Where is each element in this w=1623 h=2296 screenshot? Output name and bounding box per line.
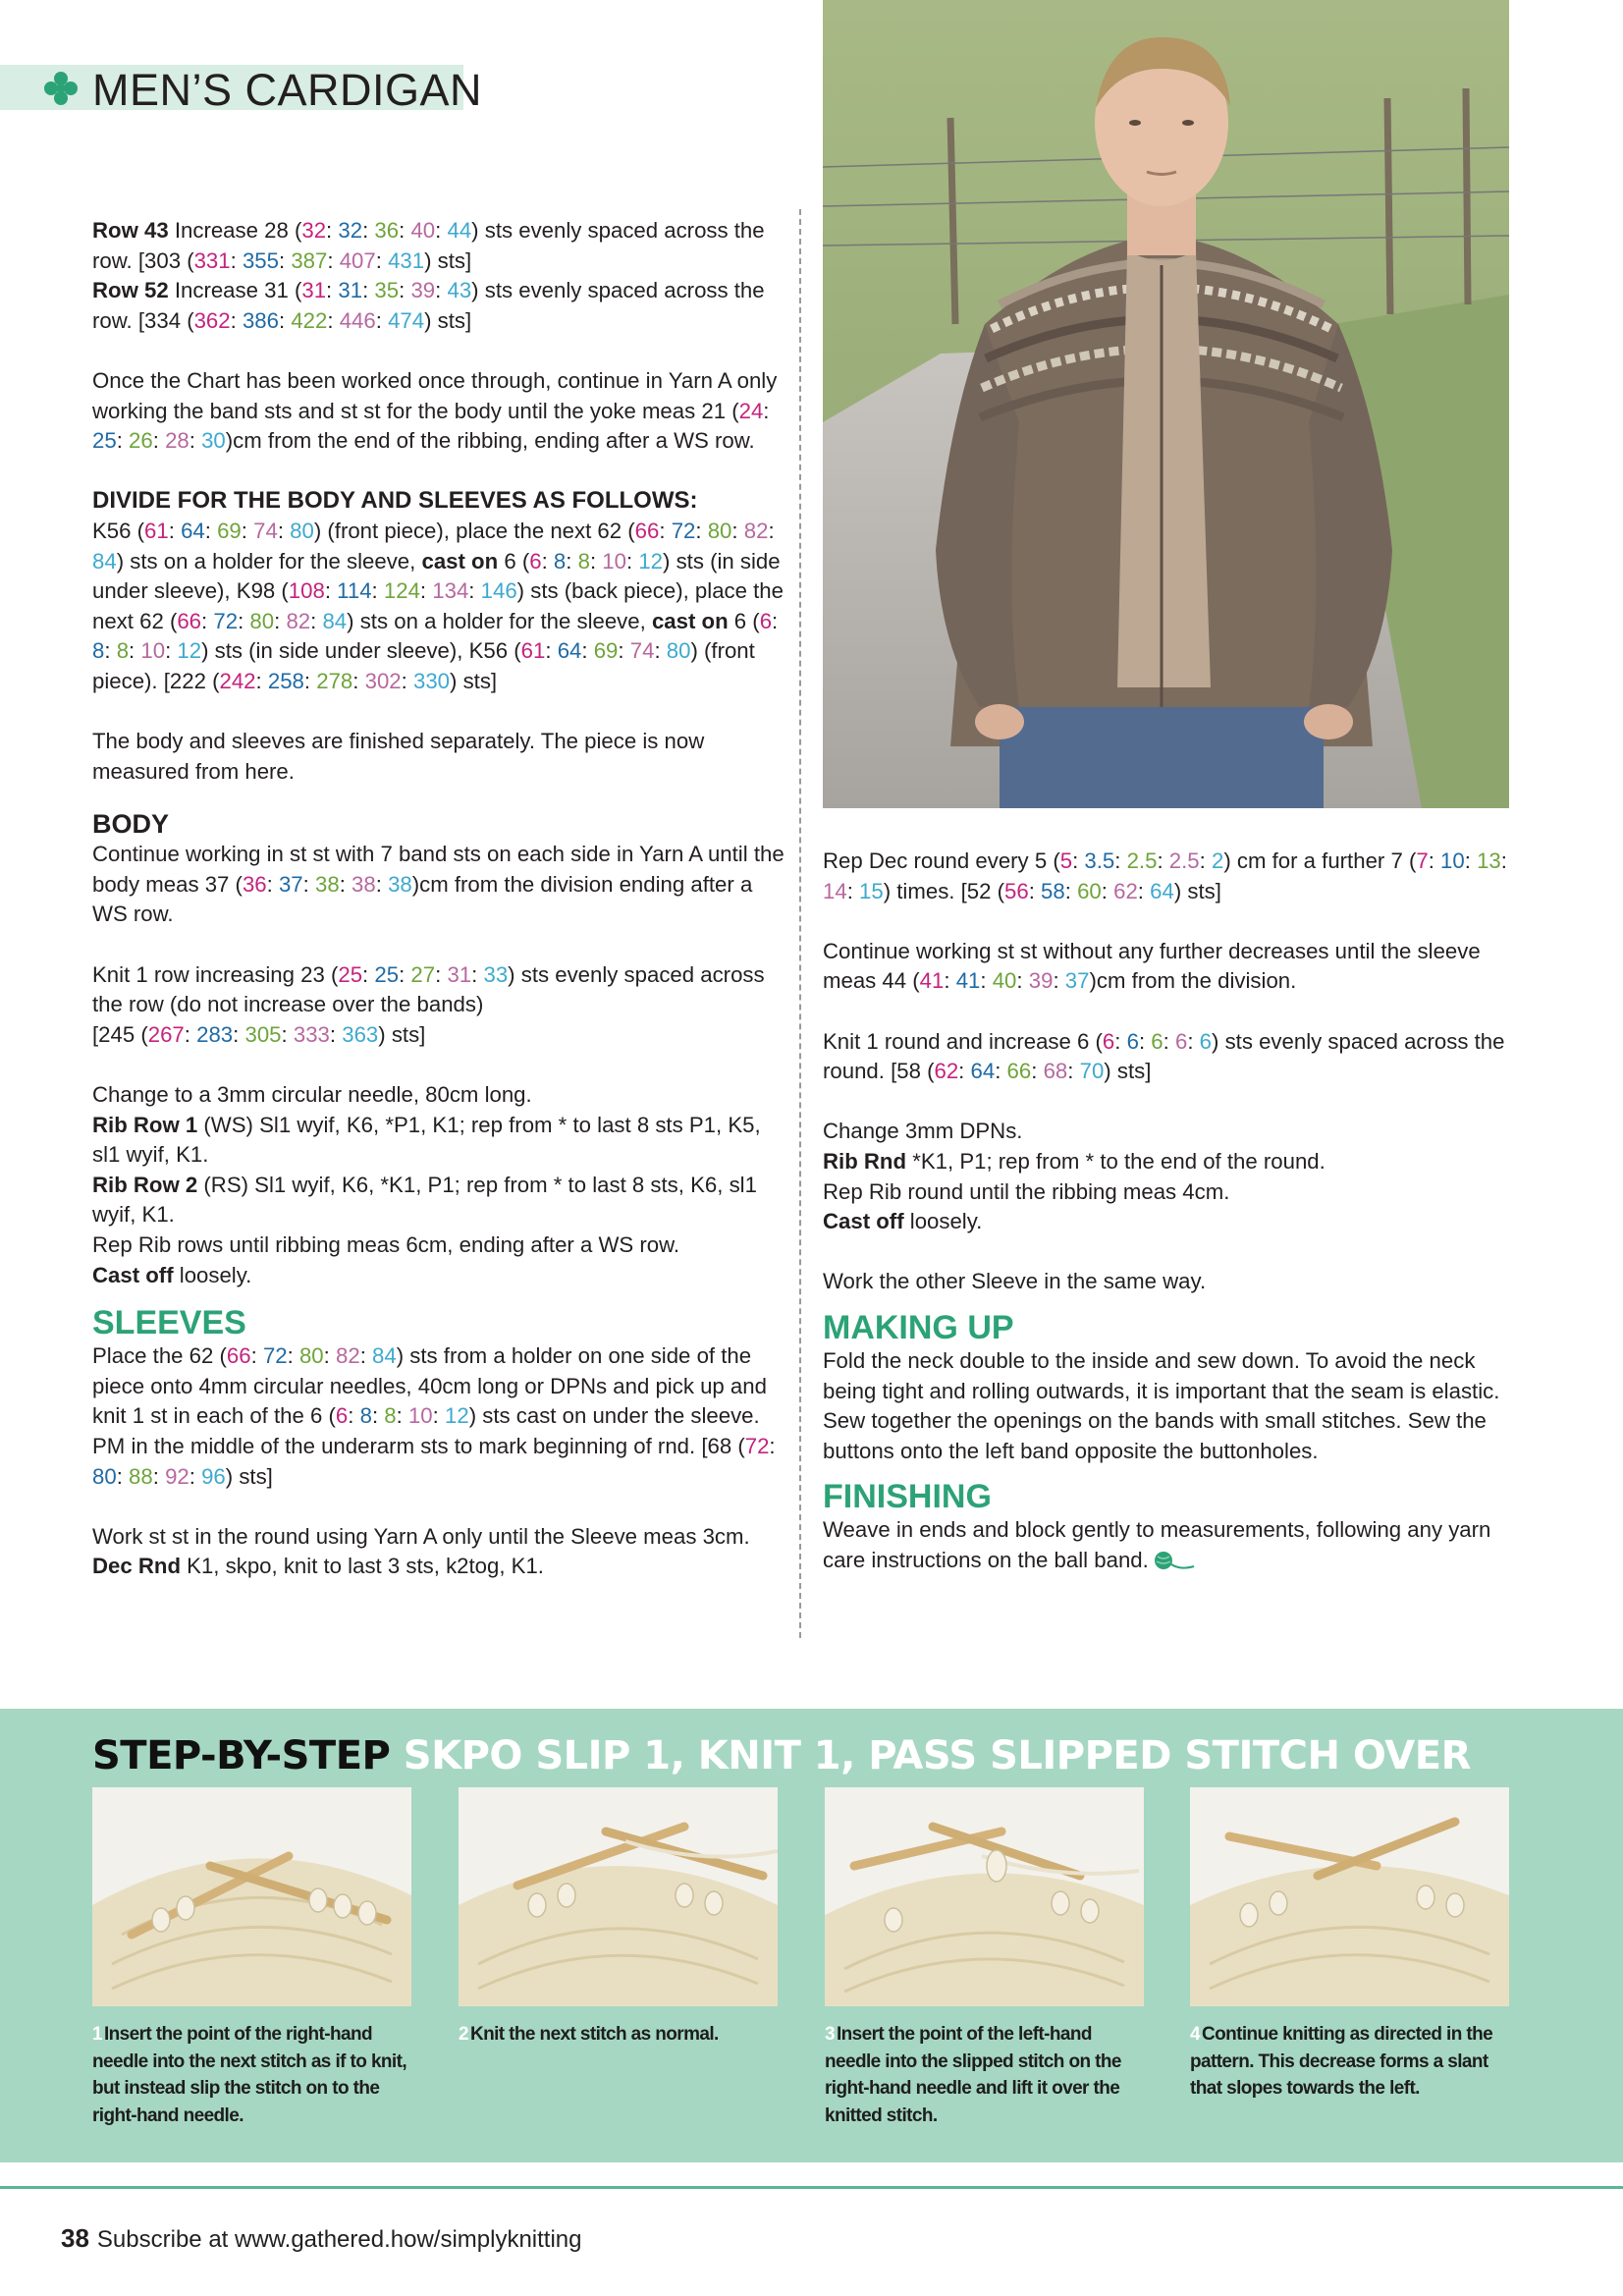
change-dpns-paragraph: Change 3mm DPNs.: [823, 1119, 1023, 1144]
making-up-paragraph: Fold the neck double to the inside and sew down. To avoid the neck being tight and rolling outwards, it is important that the seam is elastic. Sew together the openings on the bands with small stitches. Sew the buttons onto the left band opposite the buttonholes.: [823, 1347, 1500, 1463]
dec-rnd-paragraph: Dec Rnd K1, skpo, knit to last 3 sts, k2tog, K1.: [92, 1554, 544, 1579]
rep-dec-paragraph: Rep Dec round every 5 (5: 3.5: 2.5: 2.5: 2) cm for a further 7 (7: 10: 13: 14: 15) times. [52 (56: 58: 60: 62: 64) sts]: [823, 848, 1507, 903]
subscribe-link[interactable]: Subscribe at www.gathered.how/simplyknitting: [96, 2226, 582, 2253]
continue-paragraph: Continue working st st without any further decreases until the sleeve meas 44 (41: 41: 40: 39: 37)cm from the division.: [823, 938, 1481, 994]
footer-rule: [0, 2186, 1623, 2189]
right-column: [823, 847, 1510, 1575]
step-by-step-heading: [92, 1732, 1471, 1779]
step-4-text: 4 Continue knitting as directed in the pattern. This decrease forms a slant that slopes towards the left.: [1190, 2024, 1493, 2099]
rib-rnd-paragraph: Rib Rnd *K1, P1; rep from * to the end of the round.: [823, 1148, 1325, 1174]
body-paragraph-2: Knit 1 row increasing 23 (25: 25: 27: 31: 33) sts evenly spaced across the row (do not increase over the bands) [245 (267: 283: 305: 333: 363) sts]: [92, 961, 765, 1047]
page-title: MEN’S CARDIGAN: [92, 65, 483, 115]
other-sleeve-paragraph: Work the other Sleeve in the same way.: [823, 1269, 1207, 1294]
footer: [61, 2223, 582, 2255]
body-heading: BODY: [92, 809, 170, 840]
step-1-photo: [92, 1787, 411, 2006]
body-paragraph-1: Continue working in st st with 7 band sts on each side in Yarn A until the body meas 37 (36: 37: 38: 38: 38)cm from the division ending after a WS row.: [92, 842, 784, 927]
finishing-heading: FINISHING: [823, 1478, 992, 1516]
right-cast-off-paragraph: Cast off loosely.: [823, 1209, 983, 1234]
chart-paragraph: Once the Chart has been worked once through, continue in Yarn A only working the band sts and st st for the body until the yoke meas 21 (24: 25: 26: 28: 30)cm from the end of the ribbing, ending after a WS row.: [92, 367, 778, 454]
rep-rib-rnd-paragraph: Rep Rib round until the ribbing meas 4cm.: [823, 1178, 1230, 1204]
step-3-text: 3 Insert the point of the left-hand needle into the slipped stitch on the right-hand needle and lift it over the knitted stitch.: [825, 2024, 1121, 2126]
step-2-photo: [459, 1787, 778, 2006]
row-43-paragraph: Row 43 Increase 28 (32: 32: 36: 40: 44) sts evenly spaced across the row. [303 (331: 355: 387: 407: 431) sts]: [92, 218, 765, 273]
clover-icon: [41, 69, 81, 108]
page-number: 38: [61, 2223, 89, 2253]
skpo-title: SKPO SLIP 1, KNIT 1, PASS SLIPPED STITCH OVER: [403, 1733, 1471, 1778]
cast-off-paragraph: Cast off loosely.: [92, 1262, 252, 1287]
left-column: [92, 216, 785, 1582]
row-52-paragraph: Row 52 Increase 31 (31: 31: 35: 39: 43) sts evenly spaced across the row. [334 (362: 386: 422: 446: 474) sts]: [92, 278, 765, 333]
needle-paragraph: Change to a 3mm circular needle, 80cm long.: [92, 1082, 532, 1108]
yarn-ball-icon: [1153, 1550, 1196, 1571]
step-1-text: 1 Insert the point of the right-hand needle into the next stitch as if to knit, but instead slip the stitch on to the right-hand needle.: [92, 2024, 407, 2126]
step-4-photo: [1190, 1787, 1509, 2006]
column-divider: [799, 209, 801, 1638]
sleeves-paragraph-1: Place the 62 (66: 72: 80: 82: 84) sts from a holder on one side of the piece onto 4mm circular needles, 40cm long or DPNs and pick up and knit 1 st in each of the 6 (6: 8: 8: 10: 12) sts cast on under the sleeve. PM in the middle of the underarm sts to mark beginning of rnd. [68 (72: 80: 88: 92: 96) sts]: [92, 1343, 776, 1489]
finishing-paragraph: Weave in ends and block gently to measurements, following any yarn care instructions on the ball band.: [823, 1517, 1491, 1572]
divide-heading: DIVIDE FOR THE BODY AND SLEEVES AS FOLLOWS:: [92, 487, 698, 515]
divide-paragraph: K56 (61: 64: 69: 74: 80) (front piece), place the next 62 (66: 72: 80: 82: 84) sts on a holder for the sleeve, cast on 6 (6: 8: 8: 10: 12) sts (in side under sleeve), K98 (108: 114: 124: 134: 146) sts (back piece), place the next 62 (66: 72: 80: 82: 84) sts on a holder for the sleeve, cast on 6 (6: 8: 8: 10: 12) sts (in side under sleeve), K56 (61: 64: 69: 74: 80) (front piece). [222 (242: 258: 278: 302: 330) sts]: [92, 518, 784, 693]
knit-round-paragraph: Knit 1 round and increase 6 (6: 6: 6: 6: 6) sts evenly spaced across the round. [58 (62: 64: 66: 68: 70) sts]: [823, 1028, 1505, 1084]
step-by-step-label: STEP-BY-STEP: [92, 1733, 391, 1778]
rep-rib-paragraph: Rep Rib rows until ribbing meas 6cm, ending after a WS row.: [92, 1232, 680, 1257]
sleeves-paragraph-2: Work st st in the round using Yarn A only until the Sleeve meas 3cm.: [92, 1523, 750, 1549]
sleeves-heading: SLEEVES: [92, 1304, 246, 1342]
cardigan-model-photo: [823, 0, 1509, 808]
rib-row-1: Rib Row 1 (WS) Sl1 wyif, K6, *P1, K1; rep from * to last 8 sts P1, K5, sl1 wyif, K1.: [92, 1112, 761, 1168]
separate-paragraph: The body and sleeves are finished separately. The piece is now measured from here.: [92, 729, 705, 784]
rib-row-2: Rib Row 2 (RS) Sl1 wyif, K6, *K1, P1; rep from * to last 8 sts, K6, sl1 wyif, K1.: [92, 1172, 757, 1228]
step-2-text: 2 Knit the next stitch as normal.: [459, 2024, 719, 2045]
making-up-heading: MAKING UP: [823, 1308, 1014, 1346]
step-3-photo: [825, 1787, 1144, 2006]
